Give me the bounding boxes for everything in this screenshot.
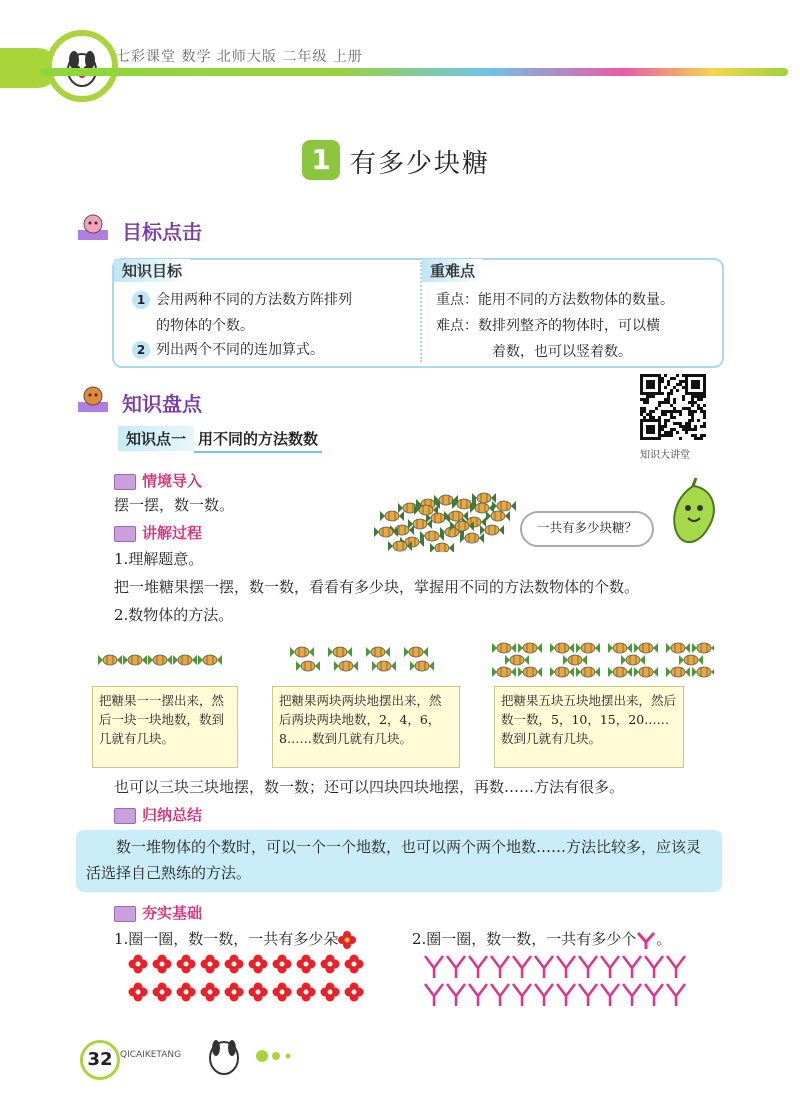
flower-icon — [321, 955, 340, 974]
y-shape-grid — [424, 952, 694, 1012]
y-shape-icon — [491, 984, 509, 1006]
candy-icon — [366, 647, 390, 657]
question-1 — [114, 928, 356, 950]
flower-icon — [177, 983, 196, 1002]
y-shape-icon — [579, 984, 597, 1006]
candy-icon — [492, 643, 516, 653]
flower-icon — [345, 983, 364, 1002]
flower-icon — [321, 983, 340, 1002]
candy-icon — [372, 661, 396, 671]
explain-line-1: 1.理解题意。 — [114, 550, 204, 568]
candy-icon — [148, 655, 172, 665]
candy-icon — [518, 667, 542, 677]
y-shape-icon — [447, 956, 465, 978]
knowledge-goal-label: 知识目标 — [114, 259, 190, 282]
flower-icon — [345, 955, 364, 974]
after-text: 也可以三块三块地摆，数一数；还可以四块四块地摆，再数……方法有很多。 — [114, 778, 625, 796]
y-shape-icon — [425, 984, 443, 1006]
key-points-label: 重难点 — [422, 259, 483, 282]
y-shape-icon — [601, 984, 619, 1006]
difficult-point: 难点：数排列整齐的物体时，可以横 — [436, 318, 660, 334]
qr-caption: 知识大讲堂 — [640, 450, 690, 461]
candy-pairs — [288, 644, 438, 678]
y-shape-icon — [469, 956, 487, 978]
book-icon — [114, 526, 136, 542]
target-heading: 目标点击 — [122, 220, 202, 244]
flower-icon — [297, 955, 316, 974]
flower-icon — [225, 983, 244, 1002]
candy-icon — [486, 511, 510, 521]
point-title: 用不同的方法数数 — [194, 426, 322, 453]
point-label: 知识点一 — [118, 426, 194, 451]
practice-heading: 夯实基础 — [114, 902, 202, 923]
header-text: 七彩课堂 数学 北师大版 二年级 上册 — [116, 49, 363, 65]
method-box-2: 把糖果两块两块地摆出来，然后两块两块地数，2，4，6，8……数到几就有几块。 — [272, 686, 460, 768]
situation-heading: 情境导入 — [114, 470, 202, 491]
item-text-cont: 的物体的个数。 — [156, 318, 254, 334]
candy-icon — [328, 647, 352, 657]
qr-code[interactable] — [640, 374, 706, 440]
flower-icon — [129, 983, 148, 1002]
y-shape-icon — [667, 956, 685, 978]
flower-icon — [201, 955, 220, 974]
question-2: 2.圈一圈，数一数，一共有多少个 。 — [412, 930, 672, 948]
candy-icon — [666, 643, 690, 653]
item-number: 1 — [132, 291, 150, 309]
candy-icon — [198, 655, 222, 665]
flower-icon — [249, 955, 268, 974]
flower-icon — [273, 955, 292, 974]
book-icon — [114, 906, 136, 922]
method-box-3: 把糖果五块五块地摆出来，然后数一数，5，10，15，20……数到几就有几块。 — [494, 686, 684, 768]
footer-brand: QICAIKETANG — [120, 1050, 182, 1060]
candy-icon — [404, 647, 428, 657]
summary-heading: 归纳总结 — [114, 804, 202, 825]
candy-icon — [550, 643, 574, 653]
candy-icon — [410, 661, 434, 671]
item-text: 列出两个不同的连加算式。 — [156, 342, 324, 358]
candy-pile — [372, 486, 518, 556]
flower-icon — [153, 955, 172, 974]
y-shape-icon — [513, 984, 531, 1006]
y-shape-icon — [623, 956, 641, 978]
item-text: 会用两种不同的方法数方阵排列 — [156, 292, 352, 308]
mascot-logo — [46, 30, 118, 102]
knowledge-point-title — [118, 426, 362, 452]
summary-text: 数一堆物体的个数时，可以一个一个地数，也可以两个两个地数……方法比较多，应该灵活选择自己熟练的方法。 — [86, 838, 702, 882]
y-shape-icon — [623, 984, 641, 1006]
target-icon — [76, 212, 110, 246]
candy-icon — [692, 643, 714, 653]
candy-icon — [608, 667, 632, 677]
difficult-point-cont: 着数，也可以竖着数。 — [492, 344, 632, 360]
footer-mascot — [204, 1030, 294, 1084]
key-point: 重点：能用不同的方法数物体的数量。 — [436, 292, 674, 308]
candy-row-single — [96, 646, 226, 676]
y-shape-icon — [513, 956, 531, 978]
lesson-number: 1 — [302, 140, 340, 180]
summary-box — [76, 830, 722, 892]
item-number: 2 — [132, 341, 150, 359]
flower-icon — [201, 983, 220, 1002]
candy-icon — [334, 661, 358, 671]
y-shape-icon — [491, 956, 509, 978]
candy-icon — [123, 655, 147, 665]
knowledge-item — [132, 287, 422, 339]
candy-icon — [374, 527, 398, 537]
candy-icon — [563, 655, 587, 665]
candy-icon — [634, 643, 658, 653]
method-box-1: 把糖果一一摆出来，然后一块一块地数，数到几就有几块。 — [92, 686, 238, 768]
inventory-heading: 知识盘点 — [122, 392, 202, 416]
y-shape-icon — [645, 956, 663, 978]
candy-icon — [550, 667, 574, 677]
candy-icon — [576, 667, 600, 677]
explain-line-2: 把一堆糖果摆一摆，数一数，看看有多少块，掌握用不同的方法数物体的个数。 — [114, 578, 640, 596]
y-shape-icon — [636, 930, 656, 950]
flower-icon — [177, 955, 196, 974]
question-2-text: 2.圈一圈，数一数，一共有多少个 — [412, 930, 637, 948]
flower-icon — [338, 931, 356, 949]
key-points — [436, 287, 716, 365]
candy-icon — [634, 667, 658, 677]
y-shape-icon — [447, 984, 465, 1006]
explain-line-3: 2.数物体的方法。 — [114, 606, 234, 624]
candy-icon — [621, 655, 645, 665]
candy-icon — [576, 643, 600, 653]
y-shape-icon — [579, 956, 597, 978]
candy-icon — [608, 643, 632, 653]
explain-heading: 讲解过程 — [114, 522, 202, 543]
flower-grid — [128, 952, 368, 1010]
header-color-bar — [40, 68, 788, 76]
candy-icon — [518, 643, 542, 653]
question-1-text: 1.圈一圈，数一数，一共有多少朵 — [114, 930, 339, 948]
flower-icon — [249, 983, 268, 1002]
flower-icon — [129, 955, 148, 974]
knowledge-item — [132, 337, 422, 363]
candy-icon — [505, 655, 529, 665]
speech-bubble: 一共有多少块糖？ — [520, 511, 654, 547]
book-icon — [114, 474, 136, 490]
candy-icon — [290, 647, 314, 657]
candy-icon — [173, 655, 197, 665]
flower-icon — [297, 983, 316, 1002]
y-shape-icon — [557, 984, 575, 1006]
y-shape-icon — [645, 984, 663, 1006]
page-number: 32 — [80, 1040, 120, 1080]
y-shape-icon — [667, 984, 685, 1006]
y-shape-icon — [557, 956, 575, 978]
candy-icon — [98, 655, 122, 665]
candy-icon — [692, 667, 714, 677]
y-shape-icon — [601, 956, 619, 978]
candy-icon — [380, 511, 404, 521]
y-shape-icon — [425, 956, 443, 978]
flower-icon — [273, 983, 292, 1002]
book-icon — [114, 808, 136, 824]
flower-icon — [153, 983, 172, 1002]
situation-text: 摆一摆，数一数。 — [114, 496, 235, 514]
candy-fives — [490, 640, 714, 684]
y-shape-icon — [535, 984, 553, 1006]
candy-icon — [666, 667, 690, 677]
y-shape-icon — [535, 956, 553, 978]
candy-icon — [492, 667, 516, 677]
flower-icon — [225, 955, 244, 974]
candy-icon — [679, 655, 703, 665]
candy-icon — [430, 543, 454, 552]
pepper-mascot — [658, 478, 728, 556]
y-shape-icon — [469, 984, 487, 1006]
inventory-icon — [76, 384, 110, 418]
candy-icon — [296, 661, 320, 671]
lesson-title: 有多少块糖 — [350, 149, 491, 179]
